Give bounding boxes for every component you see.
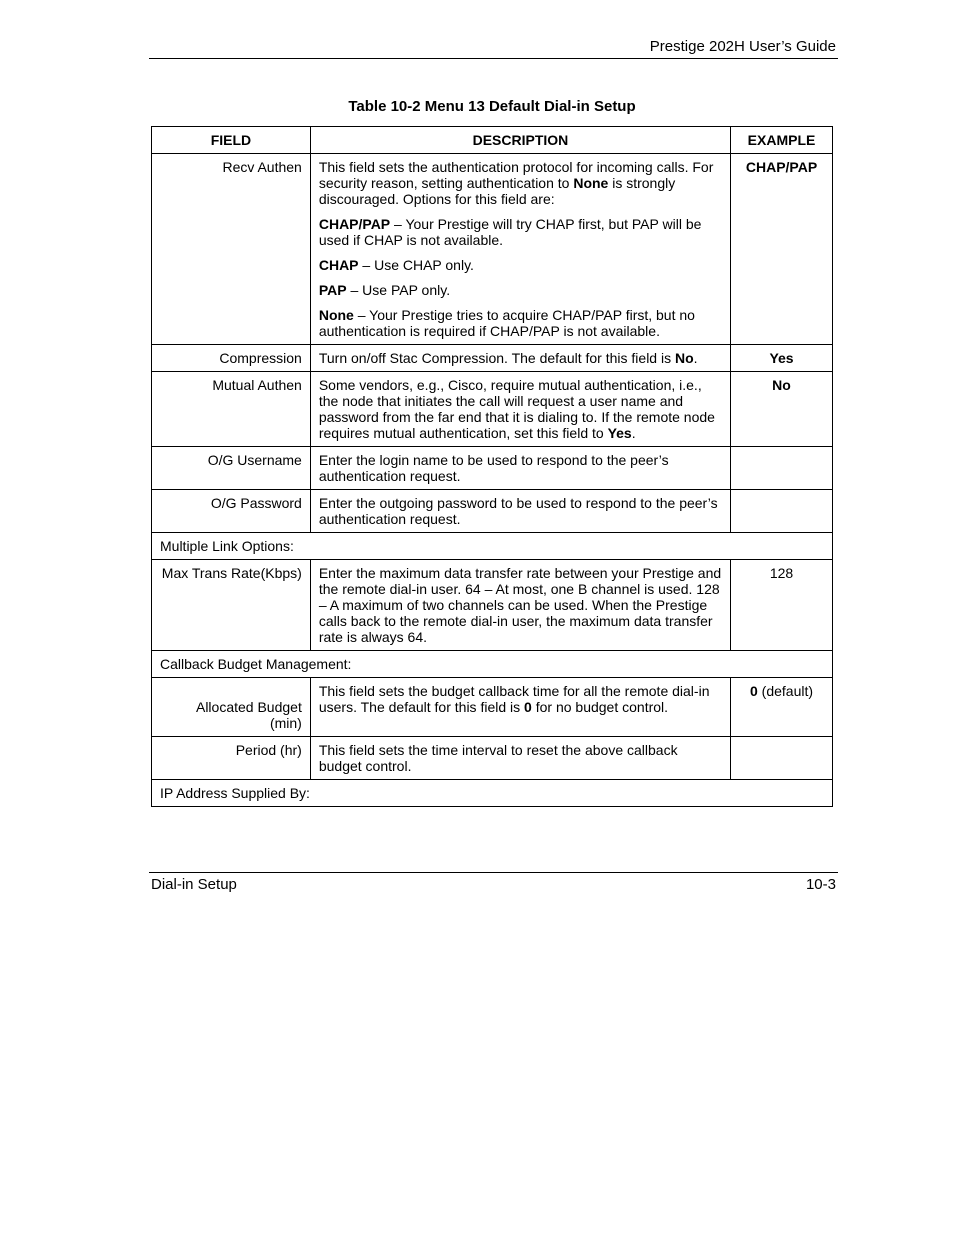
- document-title: Prestige 202H User’s Guide: [649, 38, 836, 55]
- description-cell: Enter the login name to be used to respond to the peer’s authentication request.: [310, 447, 730, 490]
- table-row-og-username: [152, 447, 833, 490]
- description-cell: [310, 678, 730, 737]
- description-text: for no budget control.: [531, 699, 669, 715]
- description-bold-text: CHAP: [318, 257, 359, 273]
- table-section-row-callback-budget: [152, 651, 833, 678]
- table-row-og-password: [152, 490, 833, 533]
- description-cell: Enter the maximum data transfer rate between your Prestige and the remote dial-in user. 64 – At most, one B channel is used. 128 – A maximum of two channels can be used. When the Prestige calls back to the remote dial-in user, the maximum data transfer rate is always 64.: [310, 560, 730, 651]
- description-cell: [310, 372, 730, 447]
- field-cell: Recv Authen: [152, 154, 311, 345]
- description-bold-text: 0: [524, 699, 532, 715]
- description-text: .: [631, 425, 636, 441]
- description-text: – Your Prestige tries to acquire CHAP/PAP first, but no authentication is required if CHAP/PAP is not available.: [318, 307, 695, 339]
- table-section-row-multiple-link: [152, 533, 833, 560]
- example-cell: Yes: [731, 345, 833, 372]
- description-paragraph: [319, 216, 722, 248]
- page-header: [149, 36, 838, 59]
- table-row-max-trans-rate: [152, 560, 833, 651]
- column-header-description: DESCRIPTION: [310, 127, 730, 154]
- example-cell: [731, 490, 833, 533]
- column-header-example: EXAMPLE: [731, 127, 833, 154]
- table-row-period: [152, 737, 833, 780]
- description-cell: This field sets the time interval to reset the above callback budget control.: [310, 737, 730, 780]
- field-cell: Compression: [152, 345, 311, 372]
- description-cell: [310, 154, 730, 345]
- field-label-line: (min): [269, 715, 302, 731]
- field-cell: Period (hr): [152, 737, 311, 780]
- description-text: This field sets the budget callback time for all the remote dial-in users. The default for this field is: [318, 683, 710, 715]
- section-label: Callback Budget Management:: [152, 651, 833, 678]
- description-text: This field sets the authentication protocol for incoming calls. For security reason, setting authentication to: [318, 159, 714, 191]
- description-bold-text: PAP: [318, 282, 347, 298]
- page-footer: [149, 872, 838, 897]
- description-text: Turn on/off Stac Compression. The default for this field is: [318, 350, 675, 366]
- description-paragraph: [319, 159, 722, 207]
- description-paragraph: [319, 257, 722, 273]
- field-cell: [152, 678, 311, 737]
- example-cell: CHAP/PAP: [731, 154, 833, 345]
- description-text: is strongly discouraged. Options for this field are:: [318, 175, 676, 207]
- column-header-field: FIELD: [152, 127, 311, 154]
- table-caption: Table 10-2 Menu 13 Default Dial-in Setup: [348, 98, 636, 115]
- field-cell: Mutual Authen: [152, 372, 311, 447]
- dial-in-setup-table: [151, 126, 833, 807]
- example-cell: No: [731, 372, 833, 447]
- footer-section-title: Dial-in Setup: [151, 876, 237, 893]
- example-text: (default): [757, 683, 814, 699]
- example-cell: [731, 447, 833, 490]
- description-bold-text: None: [573, 175, 609, 191]
- description-text: – Use CHAP only.: [358, 257, 474, 273]
- description-bold-text: Yes: [607, 425, 632, 441]
- field-cell: O/G Password: [152, 490, 311, 533]
- description-text: Some vendors, e.g., Cisco, require mutual authentication, i.e., the node that initiates the call will request a user name and password from the far end that it is dialing to. If the remote node requires mutual authentication, set this field to: [318, 377, 715, 441]
- example-cell: [731, 678, 833, 737]
- section-label: IP Address Supplied By:: [152, 780, 833, 807]
- description-bold-text: None: [318, 307, 354, 323]
- field-cell: Max Trans Rate(Kbps): [152, 560, 311, 651]
- description-paragraph: [319, 307, 722, 339]
- table-section-row-ip-address: [152, 780, 833, 807]
- description-bold-text: No: [674, 350, 694, 366]
- description-cell: Enter the outgoing password to be used to respond to the peer’s authentication request.: [310, 490, 730, 533]
- description-text: – Use PAP only.: [346, 282, 451, 298]
- table-row-recv-authen: [152, 154, 833, 345]
- table-header-row: [152, 127, 833, 154]
- table-row-compression: [152, 345, 833, 372]
- page-number: 10-3: [805, 876, 836, 893]
- example-cell: [731, 737, 833, 780]
- section-label: Multiple Link Options:: [152, 533, 833, 560]
- description-text: – Your Prestige will try CHAP first, but PAP will be used if CHAP is not available.: [318, 216, 702, 248]
- description-bold-text: CHAP/PAP: [318, 216, 391, 232]
- description-paragraph: [319, 282, 722, 298]
- example-bold-text: 0: [749, 683, 758, 699]
- example-cell: 128: [731, 560, 833, 651]
- table-row-allocated-budget: [152, 678, 833, 737]
- field-label-line: Allocated Budget: [195, 699, 302, 715]
- description-cell: [310, 345, 730, 372]
- table-row-mutual-authen: [152, 372, 833, 447]
- description-text: .: [693, 350, 698, 366]
- field-cell: O/G Username: [152, 447, 311, 490]
